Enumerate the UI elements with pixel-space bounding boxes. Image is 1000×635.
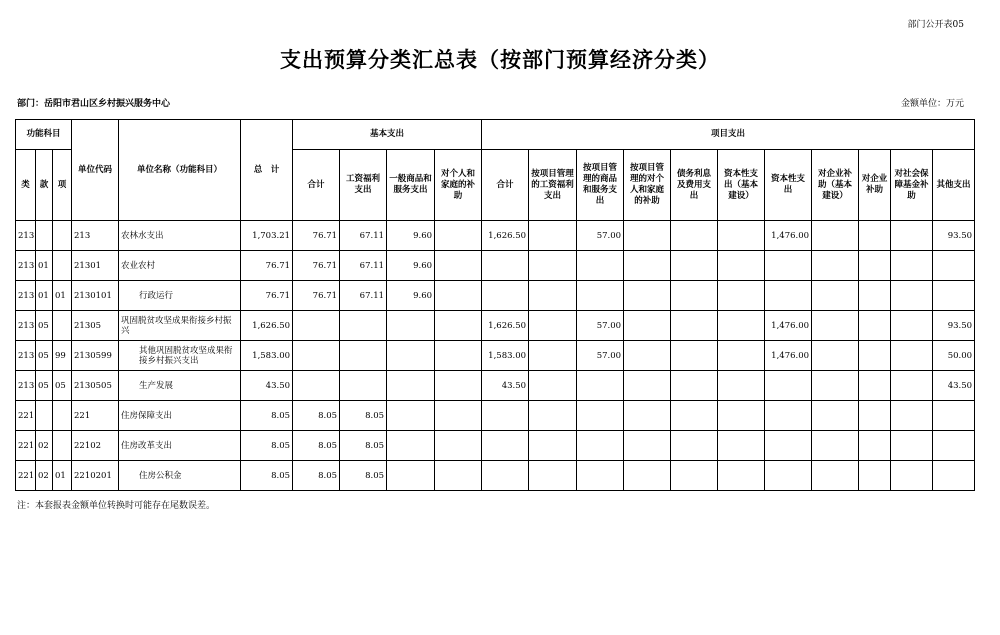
cell-kuan: 01: [36, 281, 53, 311]
cell-project-other: 43.50: [933, 371, 975, 401]
header-project-col: 债务利息及费用支出: [671, 150, 718, 221]
cell-lei: 221: [16, 461, 36, 491]
cell-basic-personal: [435, 251, 482, 281]
cell-project-social: [891, 461, 933, 491]
cell-project-other: [933, 281, 975, 311]
cell-basic-total: 76.71: [293, 281, 340, 311]
cell-project-debt: [671, 461, 718, 491]
cell-project-personal: [624, 311, 671, 341]
cell-project-other: [933, 251, 975, 281]
cell-project-goods: 57.00: [577, 311, 624, 341]
cell-xiang: [53, 311, 72, 341]
header-project-col: 资本性支出（基本建设）: [718, 150, 765, 221]
cell-kuan: 05: [36, 311, 53, 341]
cell-project-capital: [765, 251, 812, 281]
cell-project-social: [891, 221, 933, 251]
cell-xiang: 99: [53, 341, 72, 371]
cell-project-enterprise: [859, 281, 891, 311]
cell-project-other: [933, 431, 975, 461]
cell-unit-code: 21305: [72, 311, 119, 341]
cell-basic-wage: [340, 311, 387, 341]
cell-unit-code: 2210201: [72, 461, 119, 491]
form-number: 部门公开表05: [907, 20, 964, 30]
cell-project-enterprise: [859, 311, 891, 341]
cell-project-total: 1,626.50: [482, 221, 529, 251]
cell-project-capital: 1,476.00: [765, 341, 812, 371]
cell-unit-code: 213: [72, 221, 119, 251]
cell-basic-goods: [387, 401, 435, 431]
cell-basic-personal: [435, 221, 482, 251]
cell-lei: 213: [16, 371, 36, 401]
cell-project-wage: [529, 461, 577, 491]
cell-total: 1,626.50: [241, 311, 293, 341]
cell-basic-total: [293, 341, 340, 371]
cell-basic-total: [293, 371, 340, 401]
cell-project-wage: [529, 221, 577, 251]
cell-project-total: [482, 461, 529, 491]
cell-xiang: 01: [53, 281, 72, 311]
cell-kuan: 05: [36, 341, 53, 371]
cell-project-wage: [529, 281, 577, 311]
cell-kuan: [36, 221, 53, 251]
cell-basic-personal: [435, 341, 482, 371]
cell-project-social: [891, 341, 933, 371]
table-row: [16, 371, 975, 401]
cell-basic-goods: [387, 311, 435, 341]
cell-project-total: [482, 281, 529, 311]
cell-basic-personal: [435, 461, 482, 491]
cell-project-capital-basic: [718, 221, 765, 251]
cell-project-debt: [671, 251, 718, 281]
cell-project-debt: [671, 341, 718, 371]
cell-project-wage: [529, 341, 577, 371]
cell-project-capital: 1,476.00: [765, 311, 812, 341]
cell-total: 43.50: [241, 371, 293, 401]
cell-basic-wage: 8.05: [340, 401, 387, 431]
cell-project-enterprise-basic: [812, 401, 859, 431]
cell-project-goods: [577, 251, 624, 281]
header-basic-col: 一般商品和服务支出: [387, 150, 435, 221]
cell-kuan: 05: [36, 371, 53, 401]
cell-lei: 213: [16, 221, 36, 251]
header-project-col: 资本性支出: [765, 150, 812, 221]
cell-unit-code: 2130505: [72, 371, 119, 401]
cell-unit-name: 住房改革支出: [119, 431, 241, 461]
header-project-expenditure: 项目支出: [482, 120, 975, 150]
table-row: [16, 251, 975, 281]
cell-project-wage: [529, 311, 577, 341]
cell-total: 1,703.21: [241, 221, 293, 251]
cell-project-social: [891, 431, 933, 461]
header-project-col: 其他支出: [933, 150, 975, 221]
cell-project-social: [891, 371, 933, 401]
cell-project-enterprise-basic: [812, 281, 859, 311]
cell-project-goods: 57.00: [577, 341, 624, 371]
cell-project-wage: [529, 401, 577, 431]
cell-basic-wage: [340, 371, 387, 401]
cell-project-enterprise-basic: [812, 371, 859, 401]
cell-xiang: 05: [53, 371, 72, 401]
cell-project-goods: [577, 461, 624, 491]
cell-project-other: 50.00: [933, 341, 975, 371]
cell-basic-total: [293, 311, 340, 341]
table-row: [16, 461, 975, 491]
cell-basic-goods: [387, 431, 435, 461]
cell-xiang: [53, 431, 72, 461]
cell-total: 8.05: [241, 431, 293, 461]
cell-unit-code: 21301: [72, 251, 119, 281]
cell-xiang: [53, 221, 72, 251]
cell-project-enterprise: [859, 251, 891, 281]
department-label: 部门：岳阳市君山区乡村振兴服务中心: [17, 99, 171, 109]
cell-basic-goods: [387, 341, 435, 371]
cell-project-debt: [671, 221, 718, 251]
amount-unit-label: 金额单位：万元: [900, 99, 964, 109]
cell-unit-name: 生产发展: [119, 371, 241, 401]
cell-kuan: 02: [36, 461, 53, 491]
cell-project-personal: [624, 371, 671, 401]
cell-basic-total: 8.05: [293, 461, 340, 491]
header-basic-expenditure: 基本支出: [293, 120, 482, 150]
cell-project-other: 93.50: [933, 311, 975, 341]
cell-lei: 213: [16, 341, 36, 371]
cell-project-enterprise: [859, 371, 891, 401]
cell-unit-name: 巩固脱贫攻坚成果衔接乡村振兴: [119, 311, 241, 341]
cell-basic-goods: 9.60: [387, 251, 435, 281]
cell-lei: 221: [16, 401, 36, 431]
cell-project-debt: [671, 401, 718, 431]
cell-project-personal: [624, 341, 671, 371]
cell-project-enterprise: [859, 401, 891, 431]
cell-basic-goods: 9.60: [387, 281, 435, 311]
header-project-col: 对企业补助: [859, 150, 891, 221]
table-row: [16, 341, 975, 371]
header-basic-col: 对个人和家庭的补助: [435, 150, 482, 221]
header-lei: 类: [16, 150, 36, 221]
cell-project-capital-basic: [718, 281, 765, 311]
cell-project-other: 93.50: [933, 221, 975, 251]
cell-basic-wage: 67.11: [340, 251, 387, 281]
cell-project-enterprise: [859, 461, 891, 491]
cell-basic-total: 76.71: [293, 251, 340, 281]
cell-kuan: [36, 401, 53, 431]
cell-unit-name: 其他巩固脱贫攻坚成果衔接乡村振兴支出: [119, 341, 241, 371]
cell-project-capital: [765, 431, 812, 461]
cell-project-total: 1,583.00: [482, 341, 529, 371]
cell-project-enterprise: [859, 221, 891, 251]
cell-basic-personal: [435, 311, 482, 341]
cell-lei: 213: [16, 311, 36, 341]
cell-project-wage: [529, 251, 577, 281]
cell-basic-wage: 67.11: [340, 221, 387, 251]
cell-total: 76.71: [241, 281, 293, 311]
cell-unit-code: 221: [72, 401, 119, 431]
header-kuan: 款: [36, 150, 53, 221]
cell-project-social: [891, 281, 933, 311]
table-row: [16, 431, 975, 461]
cell-project-capital: [765, 461, 812, 491]
header-total: 总 计: [241, 120, 293, 221]
header-basic-col: 合计: [293, 150, 340, 221]
cell-project-enterprise: [859, 341, 891, 371]
cell-basic-total: 8.05: [293, 431, 340, 461]
cell-basic-personal: [435, 371, 482, 401]
table-row: [16, 311, 975, 341]
cell-project-social: [891, 311, 933, 341]
cell-unit-code: 2130599: [72, 341, 119, 371]
cell-lei: 213: [16, 281, 36, 311]
cell-project-total: [482, 431, 529, 461]
cell-project-enterprise-basic: [812, 221, 859, 251]
cell-unit-name: 行政运行: [119, 281, 241, 311]
cell-basic-total: 76.71: [293, 221, 340, 251]
cell-unit-name: 住房公积金: [119, 461, 241, 491]
cell-unit-code: 22102: [72, 431, 119, 461]
cell-project-debt: [671, 431, 718, 461]
cell-kuan: 01: [36, 251, 53, 281]
cell-project-enterprise-basic: [812, 341, 859, 371]
cell-lei: 213: [16, 251, 36, 281]
cell-project-capital-basic: [718, 431, 765, 461]
header-basic-col: 工资福利支出: [340, 150, 387, 221]
table-row: [16, 221, 975, 251]
header-project-col: 按项目管理的工资福利支出: [529, 150, 577, 221]
header-project-col: 合计: [482, 150, 529, 221]
cell-lei: 221: [16, 431, 36, 461]
cell-project-capital-basic: [718, 371, 765, 401]
header-unit-code: 单位代码: [72, 120, 119, 221]
cell-project-personal: [624, 221, 671, 251]
cell-total: 76.71: [241, 251, 293, 281]
page-title: 支出预算分类汇总表（按部门预算经济分类）: [280, 48, 720, 72]
cell-basic-wage: 67.11: [340, 281, 387, 311]
cell-project-debt: [671, 371, 718, 401]
cell-total: 8.05: [241, 461, 293, 491]
cell-project-capital-basic: [718, 311, 765, 341]
cell-project-goods: [577, 281, 624, 311]
header-project-col: 按项目管理的商品和服务支出: [577, 150, 624, 221]
cell-project-goods: [577, 431, 624, 461]
cell-basic-total: 8.05: [293, 401, 340, 431]
header-function-subject: 功能科目: [16, 120, 72, 150]
cell-project-other: [933, 401, 975, 431]
header-project-col: 对企业补助（基本建设）: [812, 150, 859, 221]
cell-unit-name: 农林水支出: [119, 221, 241, 251]
cell-project-enterprise-basic: [812, 251, 859, 281]
budget-table: [15, 119, 975, 491]
cell-project-total: 1,626.50: [482, 311, 529, 341]
cell-project-wage: [529, 371, 577, 401]
cell-unit-code: 2130101: [72, 281, 119, 311]
cell-basic-wage: [340, 341, 387, 371]
cell-basic-personal: [435, 431, 482, 461]
cell-total: 1,583.00: [241, 341, 293, 371]
footnote: 注：本套报表金额单位转换时可能存在尾数误差。: [17, 501, 216, 511]
table-row: [16, 401, 975, 431]
cell-basic-goods: [387, 371, 435, 401]
cell-basic-goods: [387, 461, 435, 491]
cell-project-personal: [624, 461, 671, 491]
cell-kuan: 02: [36, 431, 53, 461]
cell-project-enterprise-basic: [812, 311, 859, 341]
cell-project-enterprise: [859, 431, 891, 461]
cell-basic-personal: [435, 401, 482, 431]
cell-project-debt: [671, 281, 718, 311]
cell-project-personal: [624, 281, 671, 311]
cell-project-capital-basic: [718, 341, 765, 371]
cell-project-enterprise-basic: [812, 461, 859, 491]
cell-project-social: [891, 251, 933, 281]
cell-project-debt: [671, 311, 718, 341]
cell-xiang: [53, 251, 72, 281]
cell-project-personal: [624, 431, 671, 461]
cell-basic-goods: 9.60: [387, 221, 435, 251]
cell-basic-wage: 8.05: [340, 431, 387, 461]
cell-project-capital-basic: [718, 401, 765, 431]
table-body: [16, 221, 975, 491]
cell-project-other: [933, 461, 975, 491]
header-project-col: 按项目管理的对个人和家庭的补助: [624, 150, 671, 221]
cell-project-wage: [529, 431, 577, 461]
cell-xiang: [53, 401, 72, 431]
cell-project-goods: 57.00: [577, 221, 624, 251]
cell-total: 8.05: [241, 401, 293, 431]
cell-project-personal: [624, 401, 671, 431]
cell-project-capital: [765, 281, 812, 311]
cell-project-capital-basic: [718, 251, 765, 281]
cell-project-total: [482, 401, 529, 431]
cell-project-capital-basic: [718, 461, 765, 491]
cell-project-total: [482, 251, 529, 281]
cell-basic-wage: 8.05: [340, 461, 387, 491]
table-row: [16, 281, 975, 311]
cell-project-personal: [624, 251, 671, 281]
cell-project-capital: 1,476.00: [765, 221, 812, 251]
cell-project-capital: [765, 401, 812, 431]
header-xiang: 项: [53, 150, 72, 221]
cell-project-social: [891, 401, 933, 431]
cell-unit-name: 农业农村: [119, 251, 241, 281]
header-project-col: 对社会保障基金补助: [891, 150, 933, 221]
cell-xiang: 01: [53, 461, 72, 491]
cell-basic-personal: [435, 281, 482, 311]
cell-unit-name: 住房保障支出: [119, 401, 241, 431]
cell-project-enterprise-basic: [812, 431, 859, 461]
cell-project-total: 43.50: [482, 371, 529, 401]
header-unit-name: 单位名称（功能科目）: [119, 120, 241, 221]
cell-project-goods: [577, 371, 624, 401]
cell-project-capital: [765, 371, 812, 401]
cell-project-goods: [577, 401, 624, 431]
